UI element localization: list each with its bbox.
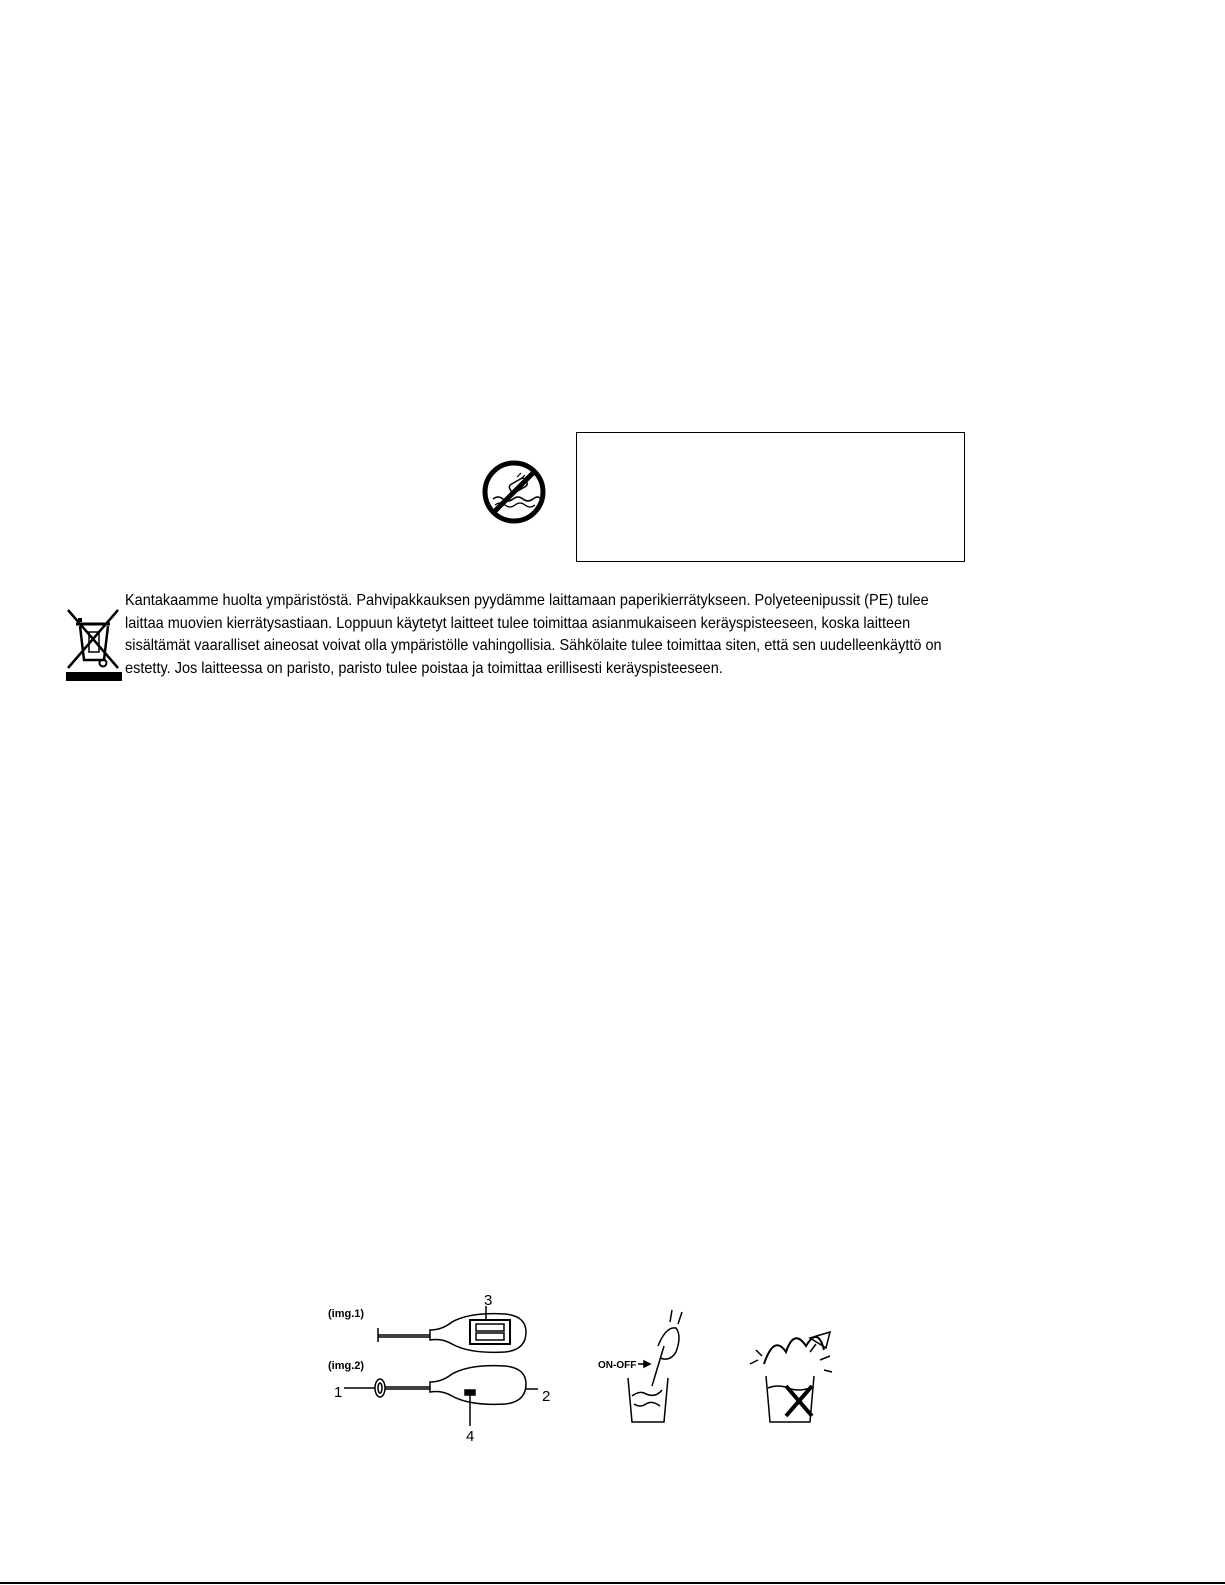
img2-label: (img.2) xyxy=(328,1360,365,1372)
warning-text-box xyxy=(576,432,965,562)
environment-line: estetty. Jos laitteessa on paristo, paristo tulee poistaa ja toimittaa erillisesti keräyspisteeseen. xyxy=(125,659,723,677)
environment-line: Kantakaamme huolta ympäristöstä. Pahvipakkauksen pyydämme laittamaan paperikierrätykseen. Polyeteenipussit (PE) tulee xyxy=(125,592,929,609)
part-number-4: 4 xyxy=(466,1428,475,1445)
no-splash-icon xyxy=(750,1332,832,1422)
frother-img2-icon xyxy=(344,1366,538,1426)
onoff-label: ON-OFF xyxy=(598,1360,637,1371)
usage-diagram xyxy=(320,1292,880,1452)
no-immerse-icon xyxy=(481,459,547,525)
environment-line: laittaa muovien kierrätysastiaan. Loppuun käytetyt laitteet tulee toimittaa asianmukaiseen keräyspisteeseen, koska laitteen xyxy=(125,614,911,632)
environment-notice xyxy=(125,590,943,680)
bottom-rule xyxy=(0,1582,1225,1584)
frother-drawings xyxy=(320,1292,880,1452)
weee-crossed-bin-icon xyxy=(64,604,124,684)
environment-line: sisältämät vaaralliset aineosat voivat olla ympäristölle vahingollisia. Sähkölaite tulee toimittaa siten, että sen uudelleenkäyttö on xyxy=(125,637,942,655)
part-number-2: 2 xyxy=(542,1388,551,1405)
frother-img1-icon xyxy=(378,1306,526,1352)
part-number-1: 1 xyxy=(334,1384,343,1401)
part-number-3: 3 xyxy=(484,1292,493,1309)
img1-label: (img.1) xyxy=(328,1308,365,1320)
frother-in-cup-icon xyxy=(628,1310,682,1422)
